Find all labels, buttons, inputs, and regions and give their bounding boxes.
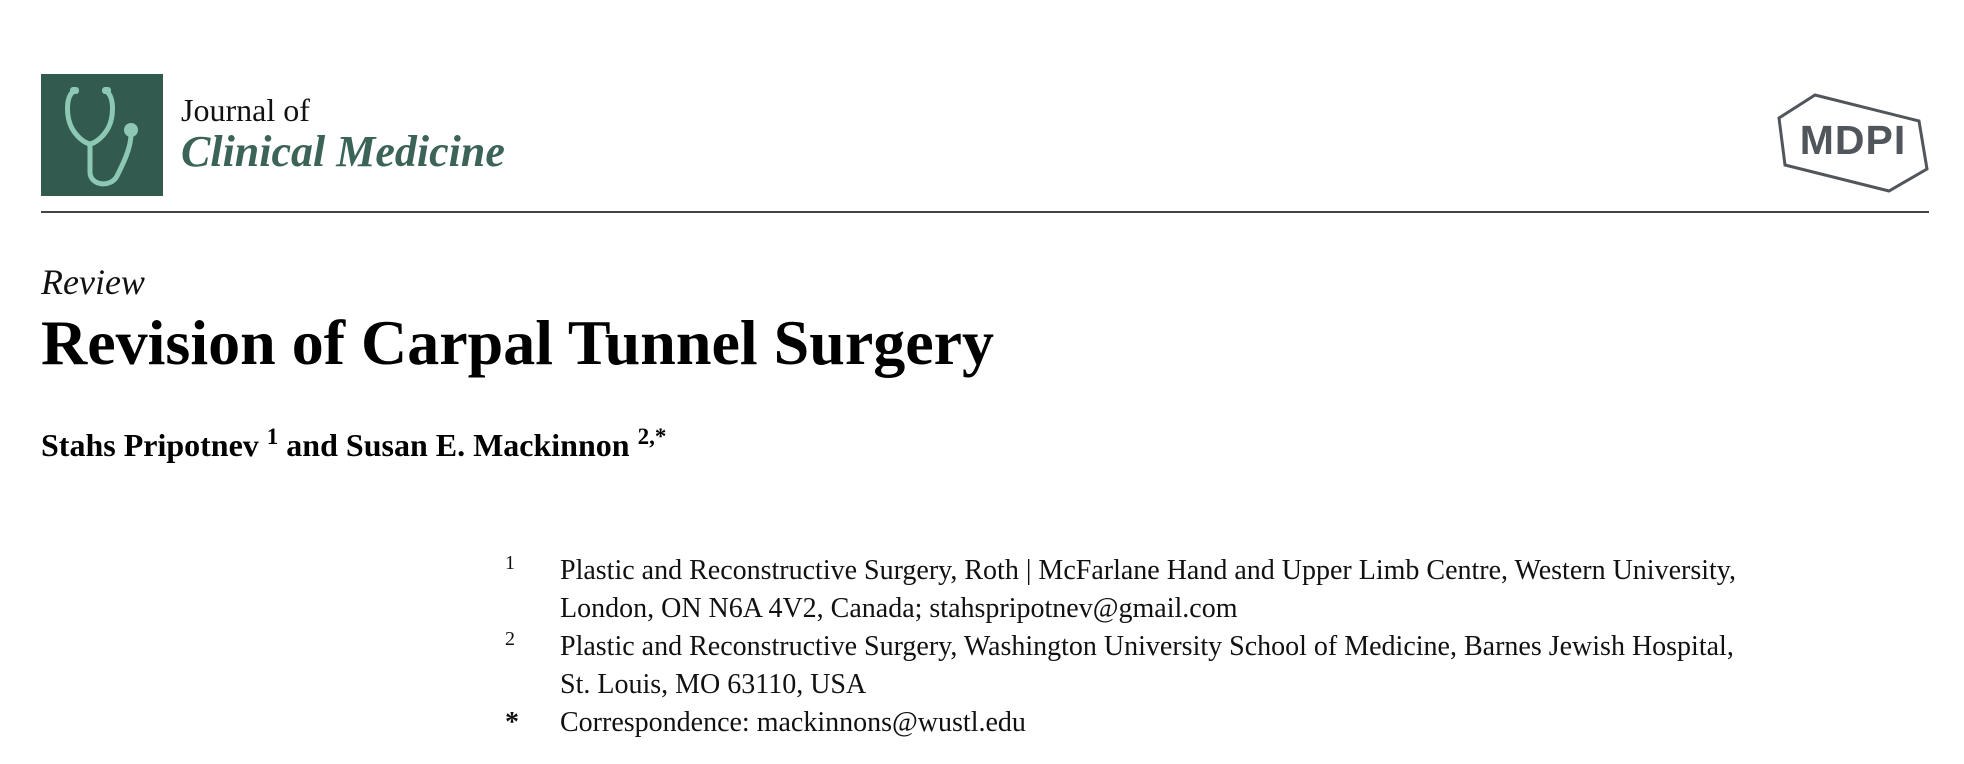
author-name[interactable]: Susan E. Mackinnon [345, 427, 630, 463]
affiliation-item [505, 628, 1925, 704]
journal-header [41, 74, 1929, 213]
publisher-logo[interactable] [1777, 93, 1929, 193]
affiliation-item [505, 552, 1925, 628]
journal-name-prefix: Journal of [181, 92, 310, 128]
affiliation-line: Plastic and Reconstructive Surgery, Washington University School of Medicine, Barnes Jewish Hospital, [560, 631, 1734, 662]
affiliation-line: London, ON N6A 4V2, Canada; stahspripotnev@gmail.com [560, 593, 1238, 624]
correspondence-item [505, 704, 1925, 742]
publisher-logo-text: MDPI [1799, 117, 1907, 163]
affiliation-number: 1 [505, 552, 515, 574]
journal-name[interactable] [181, 92, 505, 176]
article-title: Revision of Carpal Tunnel Surgery [41, 307, 995, 378]
correspondence-marker: * [505, 707, 519, 738]
author-name[interactable]: Stahs Pripotnev [41, 427, 259, 463]
header-divider [41, 211, 1929, 213]
journal-name-main: Clinical Medicine [181, 127, 505, 176]
stethoscope-icon [41, 74, 163, 196]
correspondence-line: Correspondence: mackinnons@wustl.edu [560, 707, 1026, 738]
author-list [41, 425, 666, 465]
affiliations-list [505, 552, 1925, 742]
article-type-label: Review [41, 262, 145, 302]
affiliation-number: 2 [505, 628, 515, 650]
affiliation-line: St. Louis, MO 63110, USA [560, 669, 867, 700]
author-connector: and [286, 427, 338, 463]
journal-logo[interactable] [41, 74, 163, 196]
affiliation-marker: 1 [266, 424, 279, 449]
affiliation-marker: 2,* [637, 424, 667, 449]
affiliation-line: Plastic and Reconstructive Surgery, Roth | McFarlane Hand and Upper Limb Centre, Western University, [560, 555, 1736, 586]
